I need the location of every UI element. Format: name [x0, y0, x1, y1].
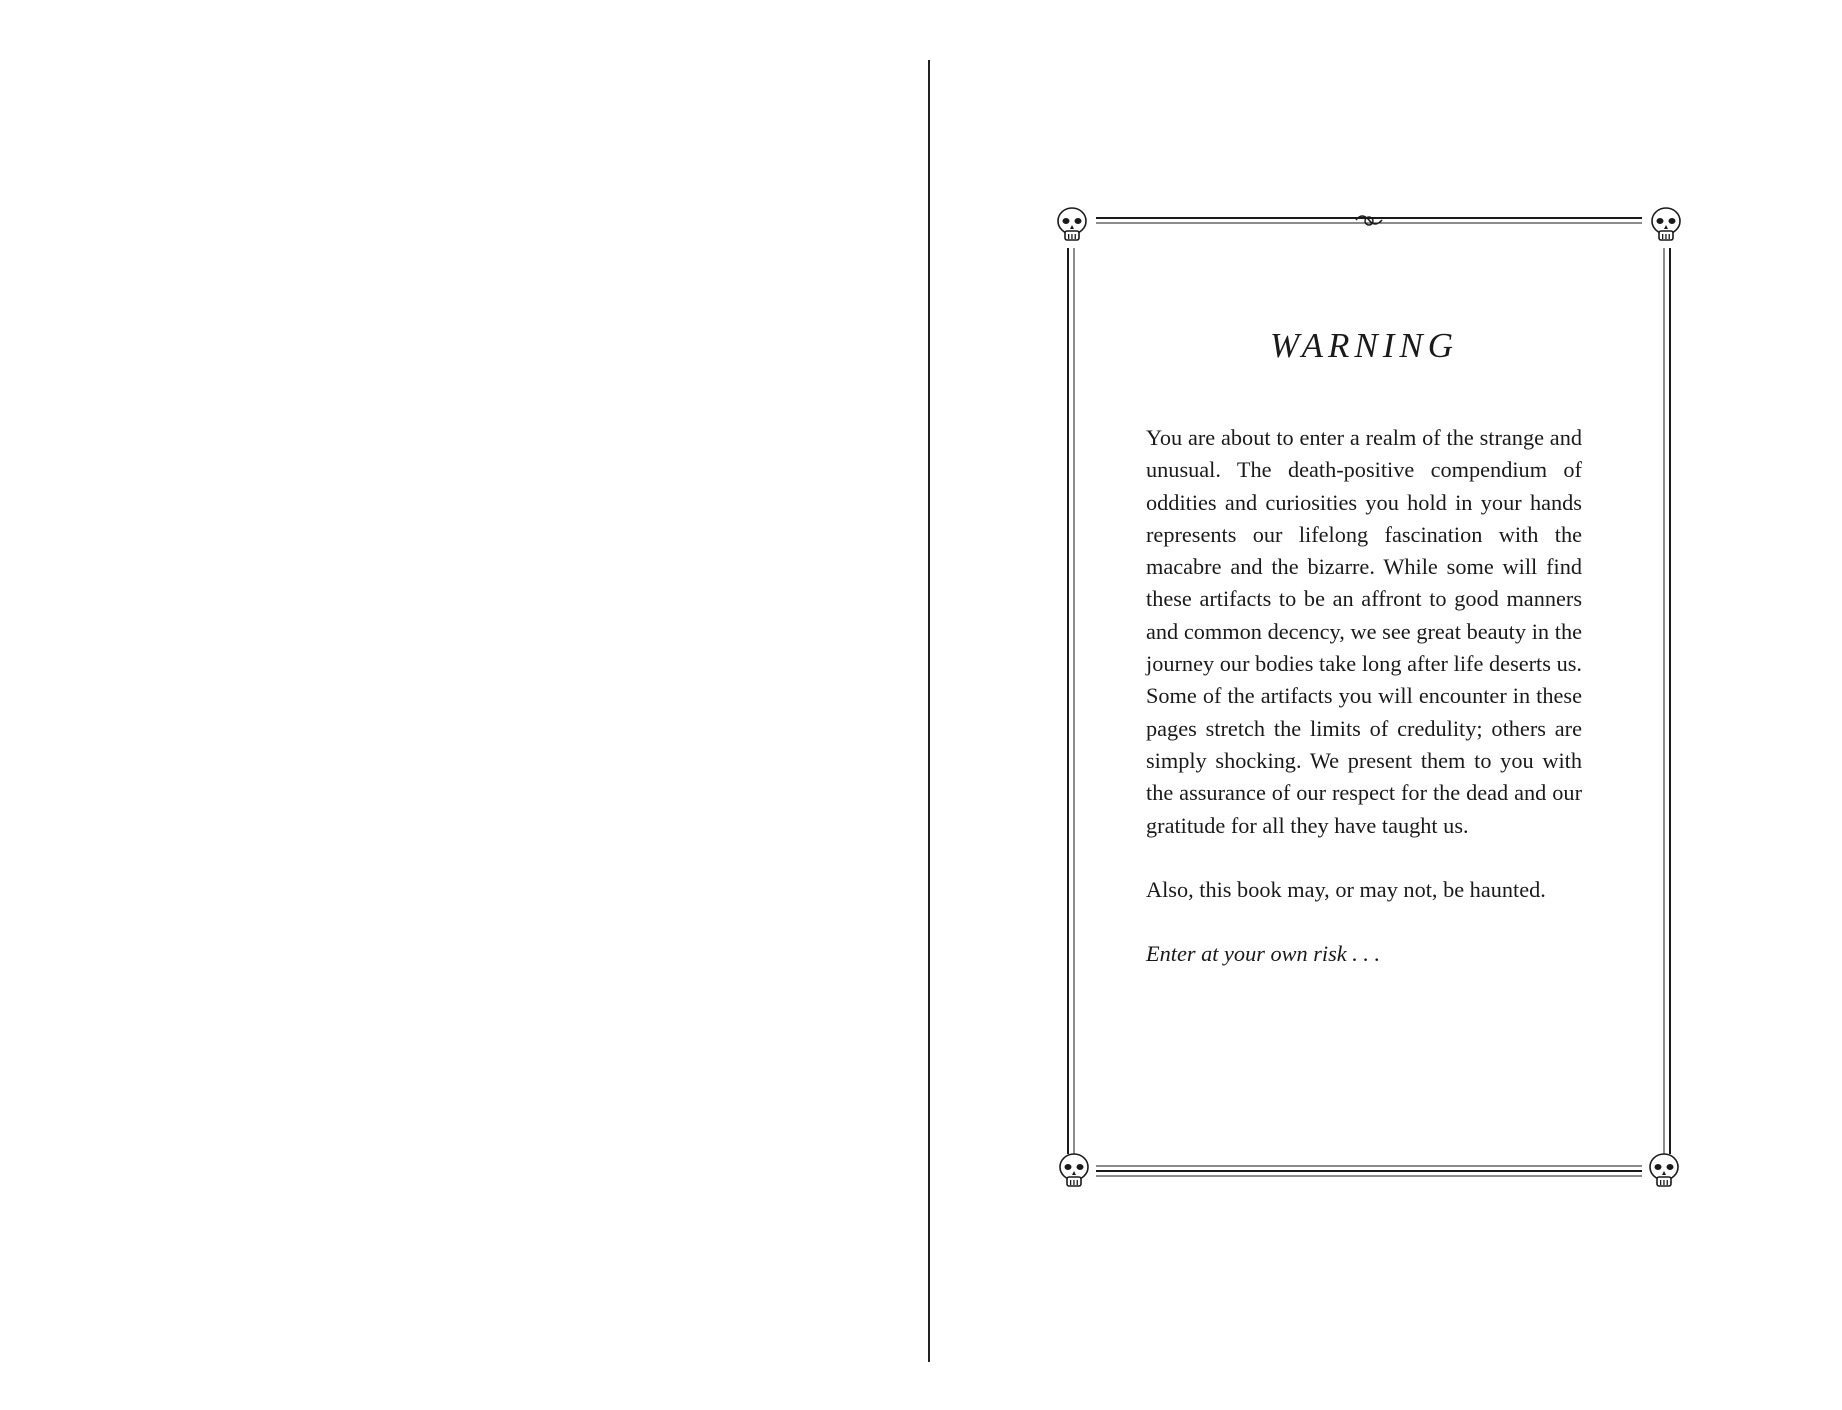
warning-content — [1146, 326, 1582, 970]
body-paragraph: You are about to enter a realm of the strange and unusual. The death-positive compendium of oddities and curiosities you hold in your hands represents our lifelong fascination with the macabre and the bizarre. While some will find these artifacts to be an affront to good manners and common decency, we see great beauty in the journey our bodies take long after life deserts us. Some of the artifacts you will encounter in these pages stretch the limits of credulity; others are simply shocking. We present them to you with the assurance of our respect for the dead and our gratitude for all they have taught us. — [1146, 425, 1582, 838]
body-paragraph: Also, this book may, or may not, be haunted. — [1146, 876, 1546, 902]
closing-line: Enter at your own risk . . . — [1146, 941, 1381, 967]
skull-icon — [1054, 206, 1090, 246]
page-title: WARNING — [1269, 326, 1459, 365]
skull-icon — [1648, 206, 1684, 246]
skull-icon — [1056, 1152, 1092, 1192]
skull-icon — [1646, 1152, 1682, 1192]
